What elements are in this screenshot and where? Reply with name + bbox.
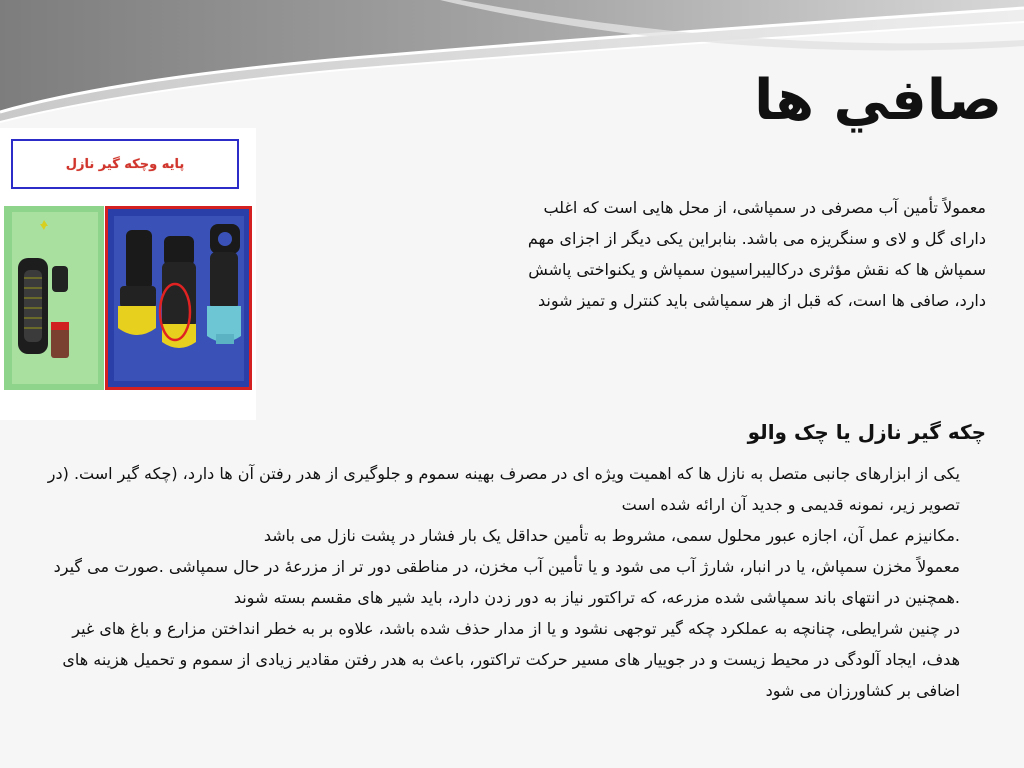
check-valve-description (35, 458, 960, 706)
body-paragraph: .همچنین در انتهای باند سمپاشی شده مزرعه، که تراکتور نیاز به دور زدن دارد، باید شیر های مقسم بسته شوند (233, 588, 960, 607)
figure-caption-box (11, 139, 239, 189)
nozzle-photo (4, 206, 252, 390)
body-paragraph: یکی از ابزارهای جانبی متصل به نازل ها که اهمیت ویژه ای در مصرف بهینه سموم و جلوگیری از هدر رفتن آن ها دارد، (چکه گیر است. (در تصویر زیر، نمونه قدیمی و جدید آن ارائه شده است (47, 464, 960, 514)
nozzle-check-valve-figure (0, 128, 256, 420)
body-paragraph: در چنین شرایطی، چنانچه به عملکرد چکه گیر توجهی نشود و یا از مدار حذف شده باشد، علاوه بر به خطر انداختن مزارع و باغ های غیر هدف، ایجاد آلودگی در محیط زیست و در جوییار های مسیر حرکت تراکتور، باعث به هدر رفتن مقادیر زیادی از سموم و تحمیل هزینه های اضافی بر کشاورزان می شود (62, 619, 960, 700)
body-paragraph: معمولاً مخزن سمپاش، یا در انبار، شارژ آب می شود و یا تأمین آب مخزن، در مناطقی دور تر از مزرعهٔ در حال سمپاشی .صورت می گیرد (53, 557, 960, 576)
figure-caption: پایه وچکه گیر نازل (65, 156, 185, 172)
slide-title: صافي ها (754, 68, 1002, 133)
intro-paragraph: معمولاً تأمین آب مصرفی در سمپاشی، از محل هایی است که اغلب دارای گل و لای و سنگریزه می باشد. بنابراین یکی دیگر از اجزای مهم سمپاش ها که نقش مؤثری درکالیبراسیون سمپاش و یکنواختی پاشش دارد، صافی ها است، که قبل از هر سمپاشی باید کنترل و تمیز شوند (527, 198, 986, 310)
section-heading: چکه گیر نازل یا چک والو (747, 420, 986, 444)
body-paragraph: .مکانیزم عمل آن، اجازه عبور محلول سمی، مشروط به تأمین حداقل یک بار فشار در پشت نازل می باشد (263, 526, 960, 545)
